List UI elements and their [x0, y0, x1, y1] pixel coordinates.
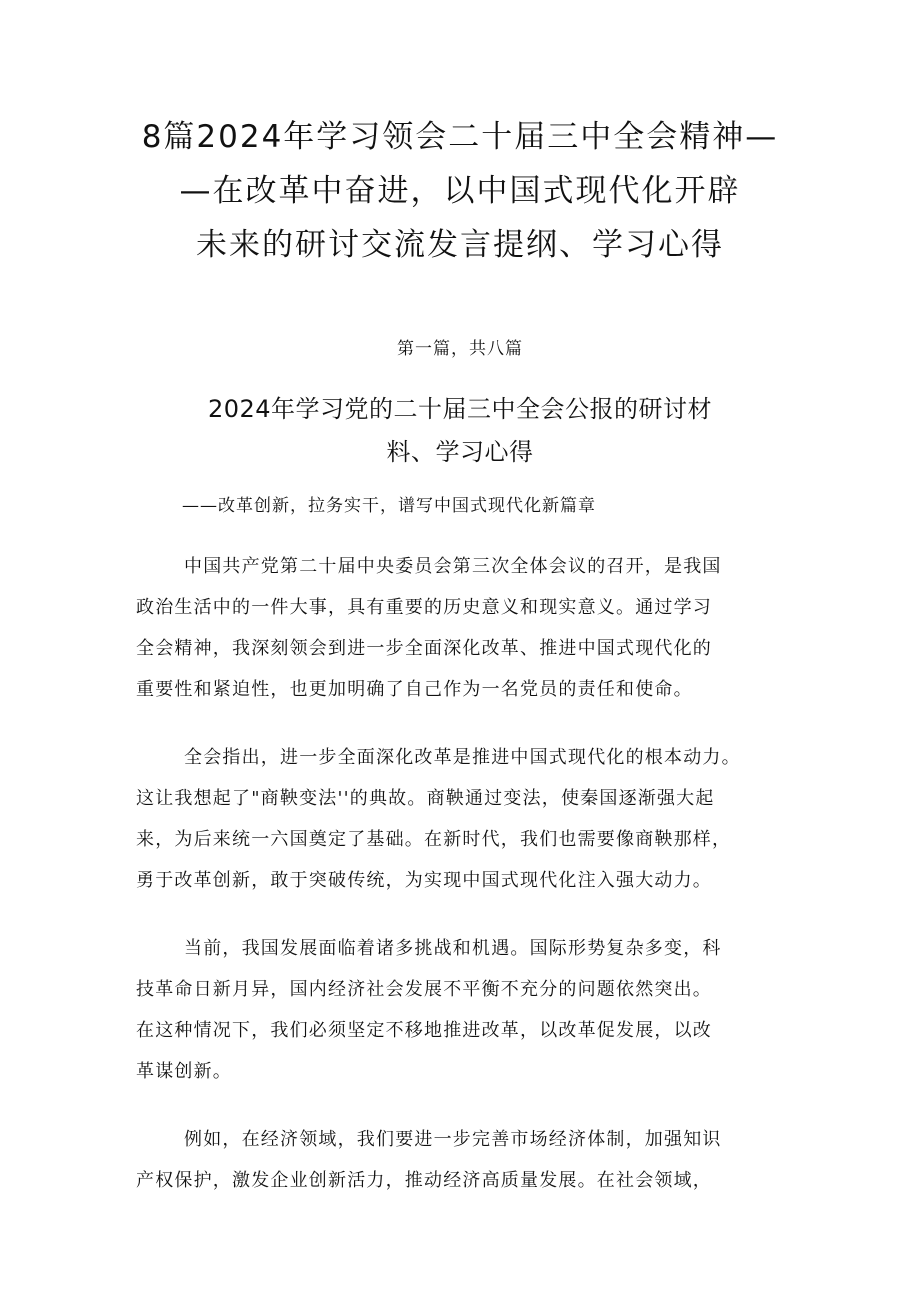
title-line: 未来的研讨交流发言提纲、学习心得	[196, 227, 724, 263]
section-byline: ——改革创新，拉务实干，谱写中国式现代化新篇章	[182, 496, 596, 516]
section-title-line: 2024年学习党的二十届三中全会公报的研讨材	[207, 395, 713, 423]
part-label: 第一篇，共八篇	[397, 339, 523, 359]
paragraph-line: 在这种情况下，我们必须坚定不移地推进改革，以改革促发展，以改	[136, 1020, 712, 1041]
paragraph-line: 政治生活中的一件大事，具有重要的历史意义和现实意义。通过学习	[136, 597, 712, 618]
paragraph-line: 当前，我国发展面临着诸多挑战和机遇。国际形势复杂多变，科	[184, 938, 722, 959]
paragraph-line: 产权保护，激发企业创新活力，推动经济高质量发展。在社会领域，	[136, 1170, 712, 1191]
paragraph	[136, 928, 806, 1092]
section-title-line: 料、学习心得	[386, 438, 534, 466]
paragraph-line: 全会指出，进一步全面深化改革是推进中国式现代化的根本动力。	[184, 747, 741, 768]
paragraph-line: 勇于改革创新，敢于突破传统，为实现中国式现代化注入强大动力。	[136, 870, 712, 891]
paragraph	[136, 737, 806, 901]
paragraph	[136, 546, 806, 710]
paragraph-line: 来，为后来统一六国奠定了基础。在新时代，我们也需要像商鞅那样，	[136, 829, 732, 850]
paragraph-line: 重要性和紧迫性，也更加明确了自己作为一名党员的责任和使命。	[136, 679, 693, 700]
document-title	[100, 110, 820, 272]
paragraph-line: 革谋创新。	[136, 1061, 232, 1082]
paragraph-line: 全会精神，我深刻领会到进一步全面深化改革、推进中国式现代化的	[136, 638, 712, 659]
title-line: 8篇2024年学习领会二十届三中全会精神—	[141, 119, 779, 155]
paragraph-line: 中国共产党第二十届中央委员会第三次全体会议的召开，是我国	[184, 556, 722, 577]
paragraph-line: 技革命日新月异，国内经济社会发展不平衡不充分的问题依然突出。	[136, 979, 712, 1000]
paragraph-line: 例如，在经济领域，我们要进一步完善市场经济体制，加强知识	[184, 1129, 722, 1150]
title-line: —在改革中奋进，以中国式现代化开辟	[179, 173, 741, 209]
paragraph-line: 这让我想起了"商鞅变法''的典故。商鞅通过变法，使秦国逐渐强大起	[136, 788, 715, 809]
section-title	[160, 388, 760, 474]
paragraph	[136, 1119, 806, 1201]
